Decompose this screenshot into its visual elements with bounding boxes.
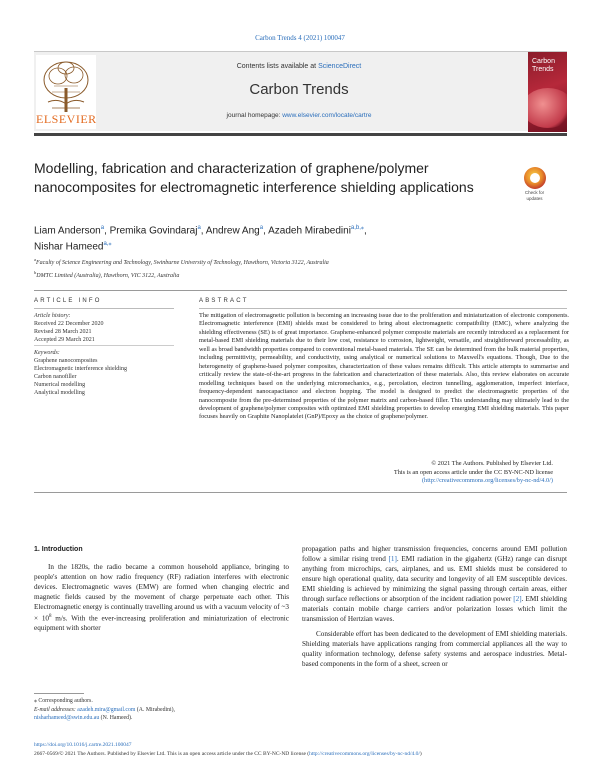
abstract-heading: ABSTRACT [199,298,249,304]
text-run: . EMI radiation in the gigahertz (GHz) range can disrupt anything from microchips, cars, airplanes, and us. EMI shields must be considered to ensure high operational quality, data security and longevity of all EM susceptible devices. EMI shielding is achieved by minimizing the signal passing through certain areas, either through surface reflections or absorption of the incident radiation power [302,555,568,603]
check-for-updates-badge[interactable] [522,167,547,201]
keyword: Graphene nanocomposites [34,358,98,364]
author-name[interactable]: Azadeh Mirabedini [268,225,351,237]
contents-prefix: Contents lists available at [236,63,319,70]
body-column-left [34,562,289,633]
email-link[interactable]: azadeh.mira@gmail.com [77,706,136,713]
keyword: Analytical modelling [34,390,85,396]
author-name[interactable]: Andrew Ang [205,225,260,237]
page-footer [34,741,567,759]
check-updates-label-2: updates [526,196,543,201]
history-item: Received 22 December 2020 [34,321,104,327]
affiliation-text: Faculty of Science Engineering and Technology, Swinburne University of Technology, Hawthorn, Victoria 3122, Australia [36,260,329,266]
text-run: . EMI shielding materials contain mobile charge carriers and/or polarization losses which limit the transmission of Hertzian waves. [302,595,567,623]
email-label: E-mail addresses: [34,706,76,713]
history-item: Revised 28 March 2021 [34,329,92,335]
copyright-line: © 2021 The Authors. Published by Elsevier Ltd. [431,460,553,467]
article-title: Modelling, fabrication and characterization of graphene/polymer nanocomposites for electromagnetic interference shielding applications [34,160,474,195]
header-center [104,52,494,132]
affiliation-text: DMTC Limited (Australia), Hawthorn, VIC 3122, Australia [36,273,180,279]
history-label: Article history: [34,313,71,319]
superscript: 8 [49,614,52,619]
homepage-prefix: journal homepage: [226,112,283,119]
footnotes [34,697,294,723]
abstract-rule [199,308,567,309]
keywords-label: Keywords: [34,350,60,356]
citation-link[interactable]: [1] [388,555,397,563]
abstract-copyright [199,460,553,486]
author-aff-mark[interactable]: a,⁎ [103,240,112,247]
contents-line [104,63,494,70]
affiliation-mark: b [34,270,37,275]
author-name[interactable]: Premika Govindaraj [109,225,198,237]
check-updates-label-1: Check for [524,190,545,195]
author-list: Liam Anderson$^a$, Premika Govindaraj$^a$, Andrew Ang$^a$, Azadeh Mirabedini$^{a,b,⁎}$, Nishar Hameed$^{a,⁎}$ [34,225,367,253]
license-line: This is an open access article under the CC BY-NC-ND license [393,468,553,476]
license-link[interactable]: (http://creativecommons.org/licenses/by-nc-nd/4.0/) [421,477,553,485]
keyword: Carbon nanofiller [34,374,77,380]
email-line [34,706,294,715]
affiliation [34,268,554,281]
check-updates-icon [524,167,546,189]
homepage-line [104,112,494,119]
footer-license-link[interactable]: http://creativecommons.org/licenses/by-nc-nd/4.0/ [309,751,420,757]
keyword: Electromagnetic interference shielding [34,366,127,372]
author-name[interactable]: Nishar Hameed [34,241,104,253]
affiliation-mark: a [34,257,36,262]
paragraph: Considerable effort has been dedicated to the development of EMI shielding materials. Shielding materials have applications ranging from commercial appliances all the way to quality information technology, defense safety systems and aerospace industries. Metal-based components in the form of a sheet, screen or [302,630,567,668]
citation-link[interactable]: [2] [513,595,522,603]
email-line [34,714,294,723]
article-history [34,312,174,344]
history-item: Accepted 29 March 2021 [34,337,95,343]
section-heading: 1. Introduction [34,546,83,553]
elsevier-logo[interactable] [36,55,96,129]
keywords [34,349,174,397]
author-aff-mark[interactable]: a [197,225,201,231]
article-info-heading: ARTICLE INFO [34,298,102,304]
email-link[interactable]: nisharhameed@swin.edu.au [34,715,100,721]
paragraph [34,562,289,633]
homepage-link[interactable]: www.elsevier.com/locate/cartre [282,112,372,119]
cover-title: Carbon Trends [532,58,555,73]
header-divider [34,133,567,136]
section-divider [34,290,567,291]
keyword: Numerical modelling [34,382,86,388]
journal-title: Carbon Trends [249,81,349,98]
email-owner: (A. Mirabedini), [135,706,176,713]
body-column-right [302,544,567,669]
author-name[interactable]: Liam Anderson [34,225,101,237]
journal-header [34,51,567,131]
footer-license [34,750,567,759]
info-divider [34,345,174,346]
footnote-rule [34,693,84,694]
text-run: In the 1820s, the radio became a common household appliance, bringing to people's attention on how radio frequency (RF) radiation interferes with electronic devices. Electromagnetic waves (EMW) are formed when changing electric and magnetic fields caused by the movement of charge perpetuate each other. This Electromagnetic energy is continually travelling around us with a vacuum velocity of ~3 × 10 [34,563,289,623]
affiliation [34,255,554,268]
journal-reference[interactable]: Carbon Trends 4 (2021) 100047 [255,34,345,42]
journal-cover-image[interactable] [528,52,567,132]
body-divider [34,492,567,493]
elsevier-tree-icon [40,58,92,114]
author-aff-mark[interactable]: a,b,⁎ [350,225,364,231]
text-run: m/s. With the ever-increasing proliferation and miniaturization of electronic equipment with shorter [34,614,289,633]
elsevier-wordmark: ELSEVIER [36,112,97,126]
article-info-rule [34,308,174,309]
sciencedirect-link[interactable]: ScienceDirect [318,63,362,70]
affiliations [34,255,554,281]
author-aff-mark[interactable]: a [259,225,264,231]
text-run: propagation paths and higher transmission frequencies, concerns around EMI pollution follow a similar rising trend [302,545,567,563]
text-run: ) [419,751,422,757]
corresponding-note: ⁎ Corresponding authors. [34,698,93,704]
email-owner: (N. Hameed). [99,715,133,721]
doi-link[interactable]: https://doi.org/10.1016/j.cartre.2021.100047 [34,742,132,748]
cover-graphic [528,88,567,128]
paragraph [302,544,567,624]
author-aff-mark[interactable]: a [100,225,105,231]
abstract-body: The mitigation of electromagnetic pollution is becoming an increasing issue due to the proliferation and miniaturization of electronic components. Electromagnetic interference (EMI) shields must be considered to bring about electromagnetic compatibility (EMC), where analyzing the shielding effectiveness (SE) is of great importance. Graphene-enhanced polymer composite materials are recently introduced as a replacement for metal-based EMI shielding materials due to their low cost, resistance to corrosion, lightweight, versatile, and straightforward processability, as well as broad bandwidth properties compared to conventional metal-based materials. The SE can be determined from the bulk material properties, including permittivity, permeability, and conductivity, using analytical or numerical solutions to Maxwell's equations. Though, Due to the heterogeneity of graphene-based polymer composites, characterization of these values remains difficult. This article attempts to summarise and critically review the state-of-the-art progress in the fabrication and characterization of these materials. Also, this review elaborates on accurate modelling techniques based on the underlying micromechanics, e.g., percolation, electron tunnelling, agglomeration, imperfect interface, frequency-dependent nanocapacitance and electron hopping. The model is designed to predict the electromagnetic properties of the nanocomposite from the pre-determined properties of the polymer matrix and carbon-based filler. This understanding may ultimately lead to the development of graphene/polymer composites with optimized EMI shielding properties to develop emerging EMI shielding materials. This paper focuses heavily on Graphite Nanoplatelet (GnP)/Epoxy as the choice of graphene/polymer. [199,312,569,421]
text-run: 2667-0569/© 2021 The Authors. Published by Elsevier Ltd. This is an open access article under the CC BY-NC-ND license ( [34,751,310,757]
